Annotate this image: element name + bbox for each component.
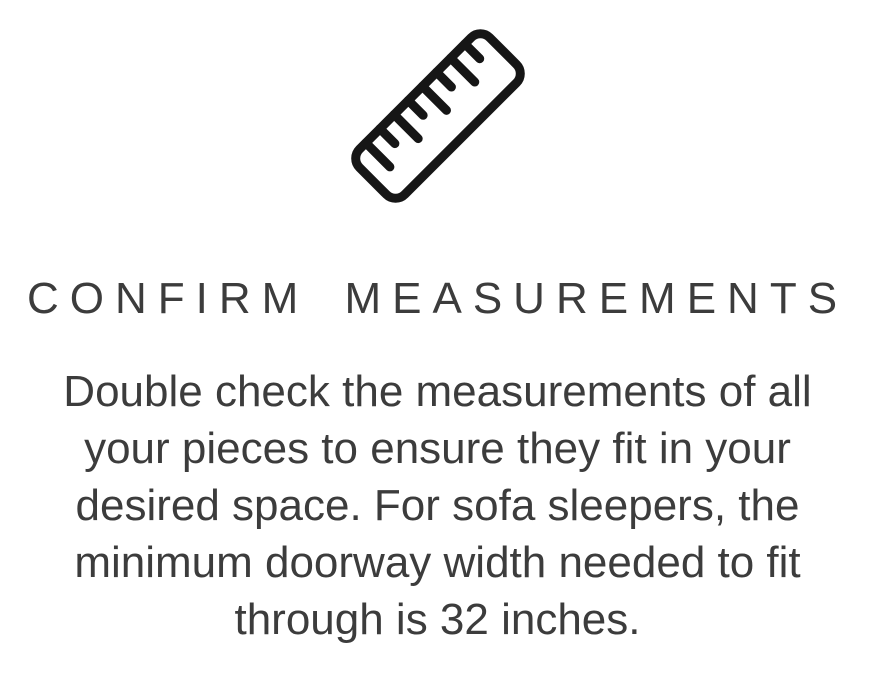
description-paragraph	[63, 363, 811, 648]
description-line: Double check the measurements of all	[63, 366, 812, 416]
ruler-icon	[338, 16, 538, 216]
description-line: minimum doorway width needed to fit	[74, 537, 801, 587]
description-line: through is 32 inches.	[234, 594, 641, 644]
section-title: CONFIRM MEASUREMENTS	[26, 274, 849, 323]
description-line: desired space. For sofa sleepers, the	[75, 480, 800, 530]
description-line: your pieces to ensure they fit in your	[84, 423, 791, 473]
ruler-icon-svg	[338, 16, 538, 216]
